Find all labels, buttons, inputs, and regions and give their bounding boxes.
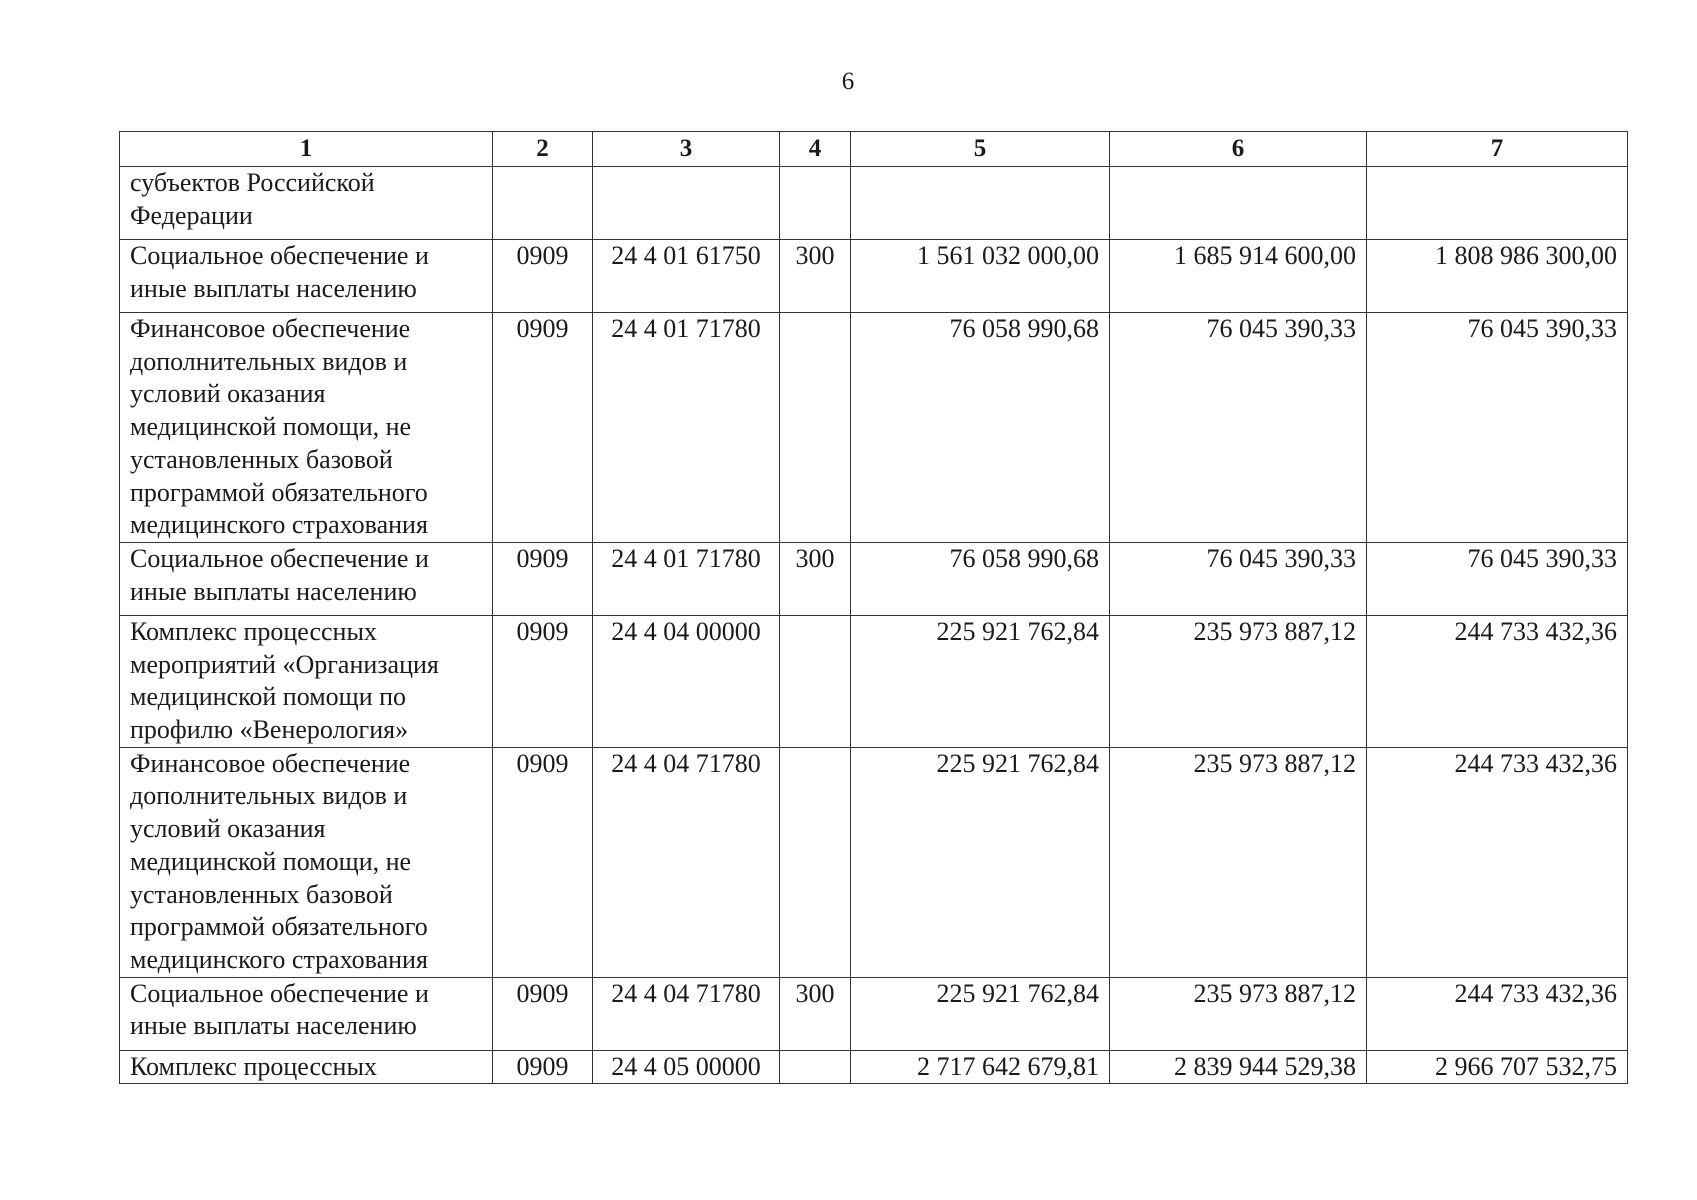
row-value-6: 1 685 914 600,00 bbox=[1110, 240, 1367, 313]
row-code: 24 4 05 00000 bbox=[593, 1050, 780, 1084]
row-type bbox=[780, 167, 851, 240]
row-value-5: 1 561 032 000,00 bbox=[851, 240, 1110, 313]
row-type: 300 bbox=[780, 977, 851, 1050]
row-code: 24 4 04 71780 bbox=[593, 747, 780, 977]
row-code bbox=[593, 167, 780, 240]
row-value-6: 235 973 887,12 bbox=[1110, 977, 1367, 1050]
row-value-7: 76 045 390,33 bbox=[1367, 542, 1628, 615]
row-value-6: 76 045 390,33 bbox=[1110, 542, 1367, 615]
row-code: 24 4 04 71780 bbox=[593, 977, 780, 1050]
row-name: Комплекс процессных мероприятий «Организация медицинской помощи по профилю «Венерология» bbox=[120, 615, 493, 747]
row-value-7: 244 733 432,36 bbox=[1367, 615, 1628, 747]
page-number: 6 bbox=[841, 68, 856, 95]
column-header-1: 1 bbox=[120, 132, 493, 167]
row-name: Финансовое обеспечение дополнительных видов и условий оказания медицинской помощи, не установленных базовой программой обязательного медицинского страхования bbox=[120, 747, 493, 977]
row-type bbox=[780, 747, 851, 977]
row-type: 300 bbox=[780, 542, 851, 615]
table-row bbox=[120, 747, 1628, 977]
table-row bbox=[120, 615, 1628, 747]
row-name: Комплекс процессных bbox=[120, 1050, 493, 1084]
row-value-6: 235 973 887,12 bbox=[1110, 615, 1367, 747]
column-header-3: 3 bbox=[593, 132, 780, 167]
column-header-2: 2 bbox=[493, 132, 593, 167]
row-value-7: 244 733 432,36 bbox=[1367, 977, 1628, 1050]
row-value-7: 244 733 432,36 bbox=[1367, 747, 1628, 977]
row-value-5: 225 921 762,84 bbox=[851, 615, 1110, 747]
row-value-5 bbox=[851, 167, 1110, 240]
row-section: 0909 bbox=[493, 240, 593, 313]
row-value-5: 225 921 762,84 bbox=[851, 977, 1110, 1050]
row-type bbox=[780, 615, 851, 747]
row-value-5: 2 717 642 679,81 bbox=[851, 1050, 1110, 1084]
table-row bbox=[120, 1050, 1628, 1084]
row-section: 0909 bbox=[493, 747, 593, 977]
row-section: 0909 bbox=[493, 615, 593, 747]
row-value-5: 225 921 762,84 bbox=[851, 747, 1110, 977]
row-section: 0909 bbox=[493, 313, 593, 543]
table-row bbox=[120, 977, 1628, 1050]
row-name: Социальное обеспечение и иные выплаты населению bbox=[120, 542, 493, 615]
row-name: Социальное обеспечение и иные выплаты населению bbox=[120, 240, 493, 313]
column-header-4: 4 bbox=[780, 132, 851, 167]
row-value-7: 76 045 390,33 bbox=[1367, 313, 1628, 543]
row-section: 0909 bbox=[493, 977, 593, 1050]
table-row bbox=[120, 240, 1628, 313]
row-value-6: 235 973 887,12 bbox=[1110, 747, 1367, 977]
row-code: 24 4 01 61750 bbox=[593, 240, 780, 313]
row-value-7: 2 966 707 532,75 bbox=[1367, 1050, 1628, 1084]
row-name: субъектов Российской Федерации bbox=[120, 167, 493, 240]
table-row bbox=[120, 167, 1628, 240]
column-header-6: 6 bbox=[1110, 132, 1367, 167]
table-row bbox=[120, 313, 1628, 543]
row-value-6: 2 839 944 529,38 bbox=[1110, 1050, 1367, 1084]
row-section: 0909 bbox=[493, 542, 593, 615]
row-value-6 bbox=[1110, 167, 1367, 240]
budget-table bbox=[119, 131, 1628, 1084]
table-row bbox=[120, 542, 1628, 615]
row-code: 24 4 01 71780 bbox=[593, 542, 780, 615]
row-name: Финансовое обеспечение дополнительных видов и условий оказания медицинской помощи, не установленных базовой программой обязательного медицинского страхования bbox=[120, 313, 493, 543]
row-name: Социальное обеспечение и иные выплаты населению bbox=[120, 977, 493, 1050]
row-type bbox=[780, 1050, 851, 1084]
row-code: 24 4 01 71780 bbox=[593, 313, 780, 543]
row-code: 24 4 04 00000 bbox=[593, 615, 780, 747]
header-row bbox=[120, 132, 1628, 167]
row-type: 300 bbox=[780, 240, 851, 313]
column-header-5: 5 bbox=[851, 132, 1110, 167]
row-section bbox=[493, 167, 593, 240]
row-value-7: 1 808 986 300,00 bbox=[1367, 240, 1628, 313]
row-value-7 bbox=[1367, 167, 1628, 240]
row-value-5: 76 058 990,68 bbox=[851, 313, 1110, 543]
row-value-6: 76 045 390,33 bbox=[1110, 313, 1367, 543]
row-type bbox=[780, 313, 851, 543]
row-value-5: 76 058 990,68 bbox=[851, 542, 1110, 615]
column-header-7: 7 bbox=[1367, 132, 1628, 167]
row-section: 0909 bbox=[493, 1050, 593, 1084]
